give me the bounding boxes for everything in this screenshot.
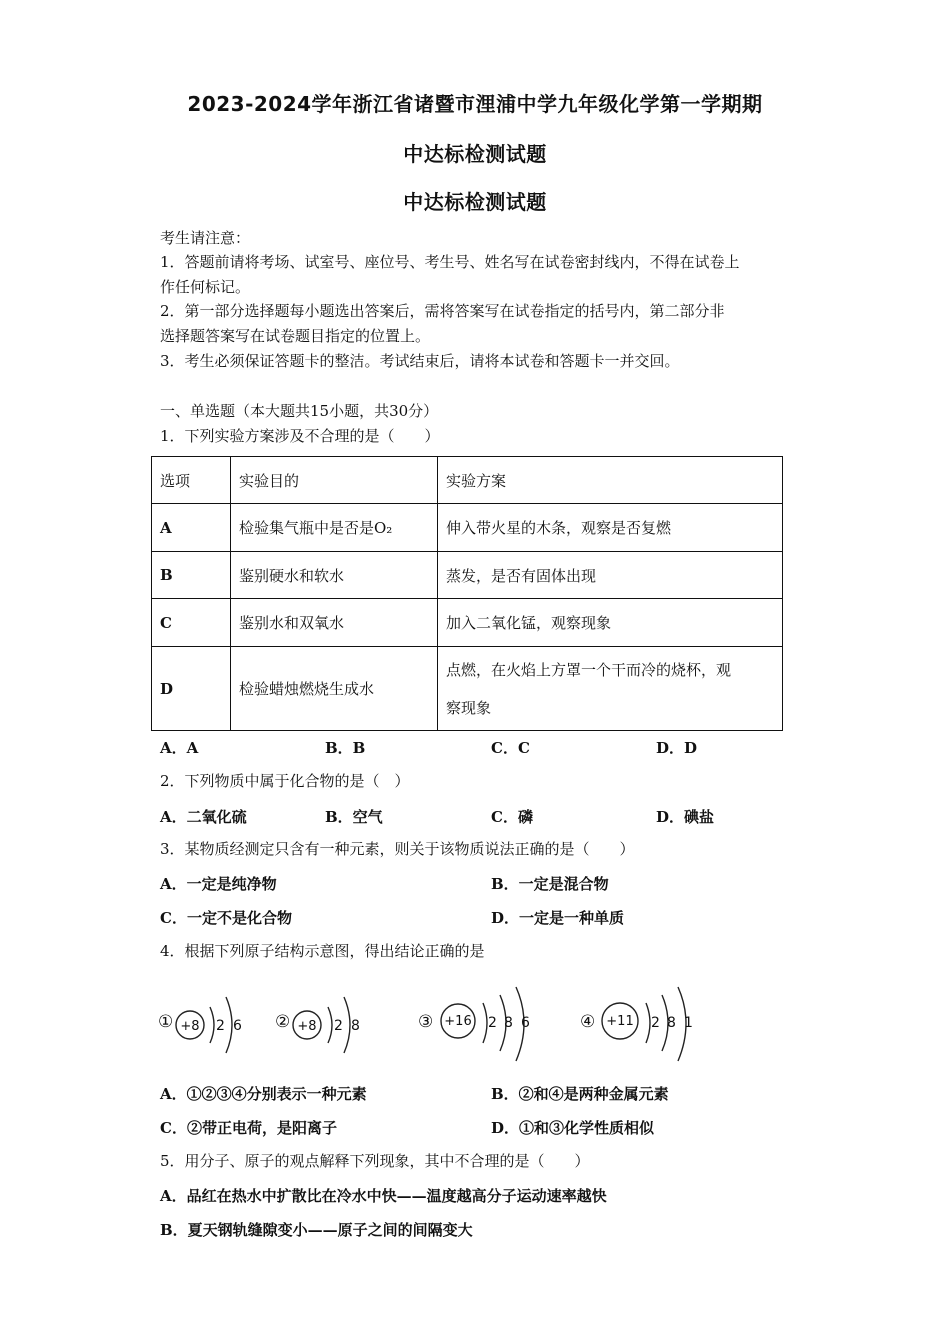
exam-title-line2: 中达标检测试题 <box>403 142 547 166</box>
nucleus-charge-2: +8 <box>297 1019 317 1034</box>
row-purpose: 检验集气瓶中是否是O₂ <box>231 504 438 552</box>
row-option: D <box>152 647 231 731</box>
row-option: A <box>152 504 231 552</box>
atom-label-4: ④ <box>580 1012 596 1032</box>
atom-label-1: ① <box>158 1012 174 1032</box>
electron-shell-arc <box>344 997 350 1053</box>
notice-item-1b: 作任何标记。 <box>160 278 251 296</box>
atom-diagram-3 <box>418 987 530 1061</box>
table-row <box>152 552 783 599</box>
shell-electrons: 6 <box>521 1015 530 1031</box>
q4-option-c: C．②带正电荷，是阳离子 <box>160 1119 337 1137</box>
notice-item-3: 3．考生必须保证答题卡的整洁。考试结束后，请将本试卷和答题卡一并交回。 <box>160 352 680 370</box>
shell-electrons: 2 <box>334 1018 343 1034</box>
section-heading: 一、单选题（本大题共15小题，共30分） <box>160 402 439 420</box>
shell-electrons: 8 <box>351 1018 360 1034</box>
table-header-row <box>152 457 783 504</box>
row-plan: 伸入带火星的木条，观察是否复燃 <box>438 504 783 552</box>
atom-structure-diagrams <box>150 985 710 1065</box>
atom-label-3: ③ <box>418 1012 434 1032</box>
row-option: B <box>152 552 231 599</box>
q2-option-c: C．磷 <box>491 808 533 826</box>
row-plan-line2: 察现象 <box>446 698 492 717</box>
electron-shell-arc <box>226 997 232 1053</box>
shell-electrons: 8 <box>667 1015 676 1031</box>
row-purpose: 鉴别水和双氧水 <box>231 599 438 647</box>
notice-heading: 考生请注意： <box>160 229 251 247</box>
notice-item-2a: 2．第一部分选择题每小题选出答案后，需将答案写在试卷指定的括号内，第二部分非 <box>160 302 725 320</box>
q1-option-d: D．D <box>656 739 698 757</box>
q3-option-c: C．一定不是化合物 <box>160 909 292 927</box>
q5-option-b: B．夏天钢轨缝隙变小——原子之间的间隔变大 <box>160 1221 473 1239</box>
row-option: C <box>152 599 231 647</box>
electron-shell-arc <box>646 1003 650 1043</box>
atom-label-2: ② <box>275 1012 291 1032</box>
q5-option-a: A．品红在热水中扩散比在冷水中快——温度越高分子运动速率越快 <box>160 1187 607 1205</box>
q1-table <box>151 456 783 731</box>
row-plan: 加入二氧化锰，观察现象 <box>438 599 783 647</box>
shell-electrons: 2 <box>216 1018 225 1034</box>
atom-diagram-4 <box>580 987 693 1061</box>
q3-option-d: D．一定是一种单质 <box>491 909 625 927</box>
q4-option-a: A．①②③④分别表示一种元素 <box>160 1085 367 1103</box>
row-plan: 蒸发，是否有固体出现 <box>438 552 783 599</box>
q5-stem: 5．用分子、原子的观点解释下列现象，其中不合理的是（ ） <box>160 1152 590 1170</box>
nucleus-charge-1: +8 <box>180 1019 200 1034</box>
shell-electrons: 2 <box>651 1015 660 1031</box>
q4-option-d: D．①和③化学性质相似 <box>491 1119 655 1137</box>
row-plan <box>438 647 783 731</box>
q3-option-b: B．一定是混合物 <box>491 875 609 893</box>
electron-shell-arc <box>483 1003 487 1043</box>
shell-electrons: 2 <box>488 1015 497 1031</box>
shell-electrons: 1 <box>684 1015 693 1031</box>
q2-stem: 2．下列物质中属于化合物的是（ ） <box>160 772 410 790</box>
q3-stem: 3．某物质经测定只含有一种元素，则关于该物质说法正确的是（ ） <box>160 840 635 858</box>
header-purpose: 实验目的 <box>231 457 438 504</box>
atom-diagram-2 <box>275 997 360 1053</box>
q1-stem: 1．下列实验方案涉及不合理的是（ ） <box>160 427 440 445</box>
q2-option-d: D．碘盐 <box>656 808 715 826</box>
electron-shell-arc <box>328 1007 332 1043</box>
row-purpose: 鉴别硬水和软水 <box>231 552 438 599</box>
electron-shell-arc <box>210 1007 214 1043</box>
q4-option-b: B．②和④是两种金属元素 <box>491 1085 669 1103</box>
nucleus-charge-3: +16 <box>444 1014 472 1029</box>
header-plan: 实验方案 <box>438 457 783 504</box>
q1-option-b: B．B <box>325 739 366 757</box>
q3-option-a: A．一定是纯净物 <box>160 875 277 893</box>
nucleus-charge-4: +11 <box>606 1014 634 1029</box>
exam-title-line3: 中达标检测试题 <box>403 190 547 214</box>
shell-electrons: 6 <box>233 1018 242 1034</box>
row-plan-line1: 点燃，在火焰上方罩一个干而冷的烧杯，观 <box>446 660 732 679</box>
shell-electrons: 8 <box>504 1015 513 1031</box>
q2-option-a: A．二氧化硫 <box>160 808 247 826</box>
atom-diagram-1 <box>158 997 242 1053</box>
table-row <box>152 599 783 647</box>
header-option: 选项 <box>152 457 231 504</box>
exam-title-line1: 2023-2024学年浙江省诸暨市浬浦中学九年级化学第一学期期 <box>187 92 763 116</box>
row-purpose: 检验蜡烛燃烧生成水 <box>231 647 438 731</box>
notice-item-2b: 选择题答案写在试卷题目指定的位置上。 <box>160 327 431 345</box>
table-row <box>152 647 783 731</box>
q2-option-b: B．空气 <box>325 808 383 826</box>
table-row <box>152 504 783 552</box>
q1-option-c: C．C <box>491 739 530 757</box>
notice-item-1a: 1．答题前请将考场、试室号、座位号、考生号、姓名写在试卷密封线内，不得在试卷上 <box>160 253 740 271</box>
q4-stem: 4．根据下列原子结构示意图，得出结论正确的是 <box>160 942 485 960</box>
q1-option-a: A．A <box>160 739 199 757</box>
